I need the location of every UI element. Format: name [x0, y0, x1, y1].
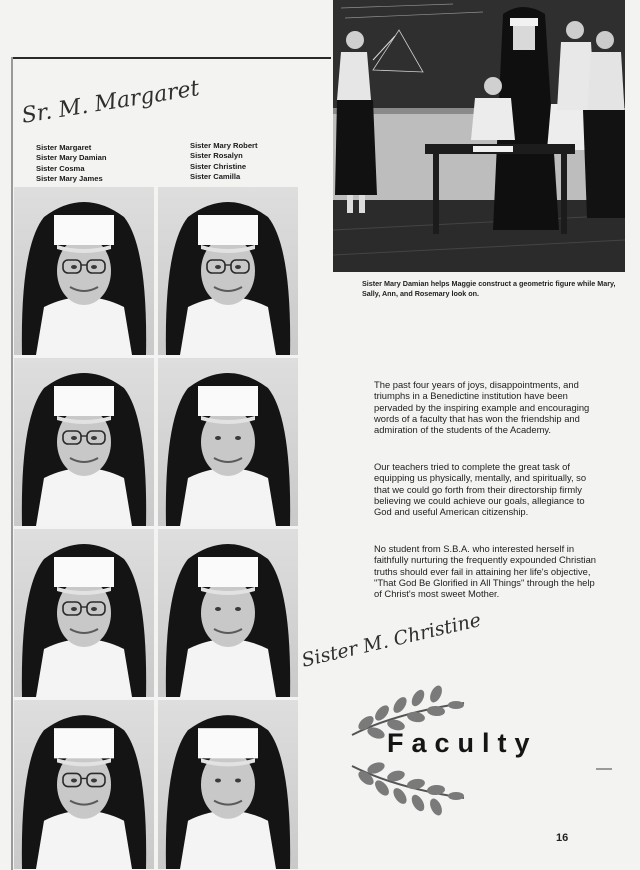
faculty-portrait: [158, 358, 298, 526]
faculty-portrait: [158, 529, 298, 697]
page-number: 16: [556, 832, 569, 844]
section-title: Faculty: [387, 728, 538, 758]
faculty-name: Sister Mary James: [36, 174, 103, 184]
faculty-name: Sister Cosma: [36, 163, 85, 173]
floor: [333, 200, 625, 272]
scan-mark: [596, 768, 612, 770]
faculty-portrait: [158, 700, 298, 869]
faculty-portrait: [14, 358, 154, 526]
faculty-name: Sister Margaret: [36, 143, 92, 152]
laurel-branch-bottom-icon: [346, 758, 470, 818]
faculty-portrait: [158, 187, 298, 355]
faculty-name: Sister Camilla: [190, 172, 241, 182]
faculty-portrait: [14, 187, 154, 355]
page-frame-left-rule: [11, 57, 13, 870]
faculty-names-right: [190, 141, 258, 183]
paragraph-1: The past four years of joys, disappointments, and triumphs in a Benedictine institution have been pervaded by the inspiring example and encouraging words of a faculty that has won the friendship and admiration of the students of the Academy.: [374, 379, 590, 436]
faculty-portrait: [14, 529, 154, 697]
signature-left: Sr. M. Margaret: [20, 76, 202, 129]
faculty-name: Sister Rosalyn: [190, 151, 243, 161]
signature-right: Sister M. Christine: [299, 609, 484, 672]
faculty-name: Sister Mary Damian: [36, 153, 107, 163]
classroom-photo-drawing: [333, 0, 625, 272]
portrait-grid: [14, 187, 302, 870]
photo-caption: Sister Mary Damian helps Maggie construct a geometric figure while Mary, Sally, Ann, and Rosemary look on.: [362, 279, 616, 298]
page-frame-top-rule: [11, 57, 331, 59]
paragraph-3: No student from S.B.A. who interested herself in faithfully nurturing the frequently expounded Christian truths should ever fail in attaining her life's objective, "That God Be Glorified in All Things" through the help of Christ's most sweet Mother.: [374, 543, 597, 600]
faculty-name: Sister Christine: [190, 161, 247, 171]
classroom-photo: [333, 0, 625, 272]
faculty-name: Sister Mary Robert: [190, 141, 258, 150]
faculty-names-left: [36, 143, 106, 185]
paragraph-2: Our teachers tried to complete the great task of equipping us physically, mentally, and spiritually, so that we could go forth from their directorship firmly believing we could achieve our goals, allegiance to God and useful American citizenship.: [374, 461, 587, 518]
faculty-portrait: [14, 700, 154, 869]
